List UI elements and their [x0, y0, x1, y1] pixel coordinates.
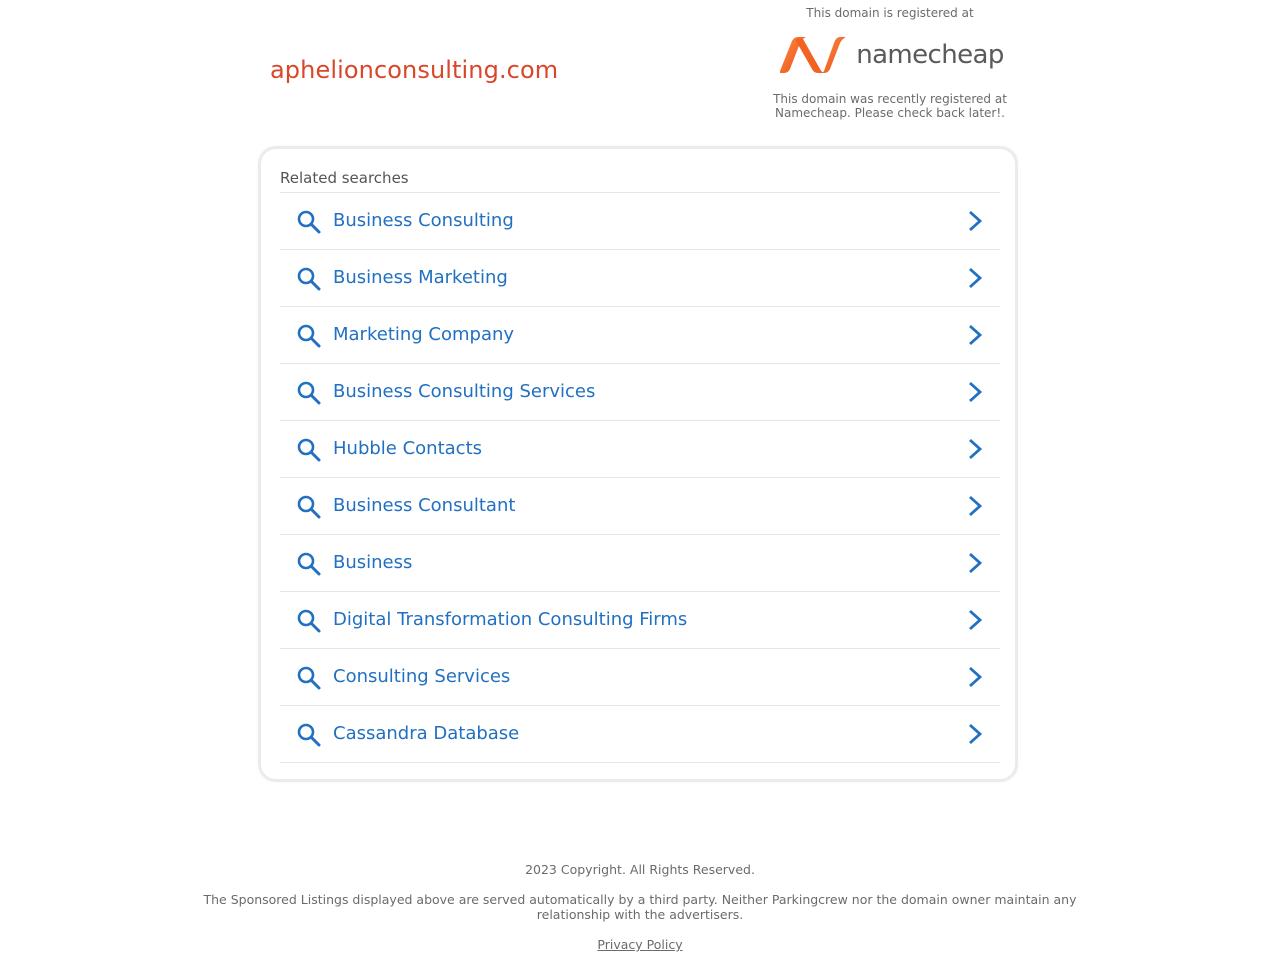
registrar-notice [760, 92, 1020, 120]
search-icon [296, 551, 322, 577]
registered-at-text: This domain is registered at [806, 6, 974, 20]
registrar-notice-line2: Namecheap. Please check back later!. [775, 106, 1005, 120]
related-search-label: Business Consulting [333, 210, 514, 231]
related-search-item[interactable] [280, 421, 1000, 478]
search-icon [296, 323, 322, 349]
related-search-item[interactable] [280, 250, 1000, 307]
search-icon [296, 380, 322, 406]
related-search-item[interactable] [280, 364, 1000, 421]
chevron-right-icon [966, 495, 984, 517]
chevron-right-icon [966, 666, 984, 688]
namecheap-logo[interactable] [760, 33, 1020, 77]
search-icon [296, 494, 322, 520]
related-search-item[interactable] [280, 649, 1000, 706]
registrar-notice-line1: This domain was recently registered at [773, 92, 1007, 106]
related-search-item[interactable] [280, 706, 1000, 763]
search-icon [296, 266, 322, 292]
related-search-label: Consulting Services [333, 666, 511, 687]
chevron-right-icon [966, 381, 984, 403]
domain-title: aphelionconsulting.com [270, 56, 559, 84]
chevron-right-icon [966, 552, 984, 574]
search-icon [296, 209, 322, 235]
related-search-label: Cassandra Database [333, 723, 520, 744]
related-search-label: Business [333, 552, 413, 573]
chevron-right-icon [966, 267, 984, 289]
namecheap-logo-text: namecheap [856, 40, 1004, 70]
chevron-right-icon [966, 609, 984, 631]
related-search-label: Business Consulting Services [333, 381, 596, 402]
namecheap-logo-mark [776, 35, 848, 75]
registrar-block [760, 5, 1020, 120]
search-icon [296, 722, 322, 748]
chevron-right-icon [966, 324, 984, 346]
copyright-text: 2023 Copyright. All Rights Reserved. [525, 862, 755, 877]
sponsored-disclaimer: The Sponsored Listings displayed above are served automatically by a third party. Neither Parkingcrew nor the domain owner maintain any relationship with the advertisers. [203, 892, 1077, 922]
related-search-item[interactable] [280, 535, 1000, 592]
search-icon [296, 437, 322, 463]
related-search-label: Marketing Company [333, 324, 515, 345]
related-search-label: Business Marketing [333, 267, 508, 288]
related-searches-list [280, 192, 1000, 763]
related-search-item[interactable] [280, 478, 1000, 535]
search-icon [296, 665, 322, 691]
privacy-policy-link[interactable]: Privacy Policy [597, 937, 683, 952]
related-searches-card [258, 146, 1018, 782]
related-search-item[interactable] [280, 193, 1000, 250]
related-searches-title: Related searches [280, 169, 409, 187]
chevron-right-icon [966, 438, 984, 460]
footer [0, 862, 1280, 952]
chevron-right-icon [966, 723, 984, 745]
related-search-label: Digital Transformation Consulting Firms [333, 609, 688, 630]
chevron-right-icon [966, 210, 984, 232]
related-search-label: Hubble Contacts [333, 438, 483, 459]
related-search-item[interactable] [280, 592, 1000, 649]
related-search-label: Business Consultant [333, 495, 516, 516]
related-search-item[interactable] [280, 307, 1000, 364]
search-icon [296, 608, 322, 634]
